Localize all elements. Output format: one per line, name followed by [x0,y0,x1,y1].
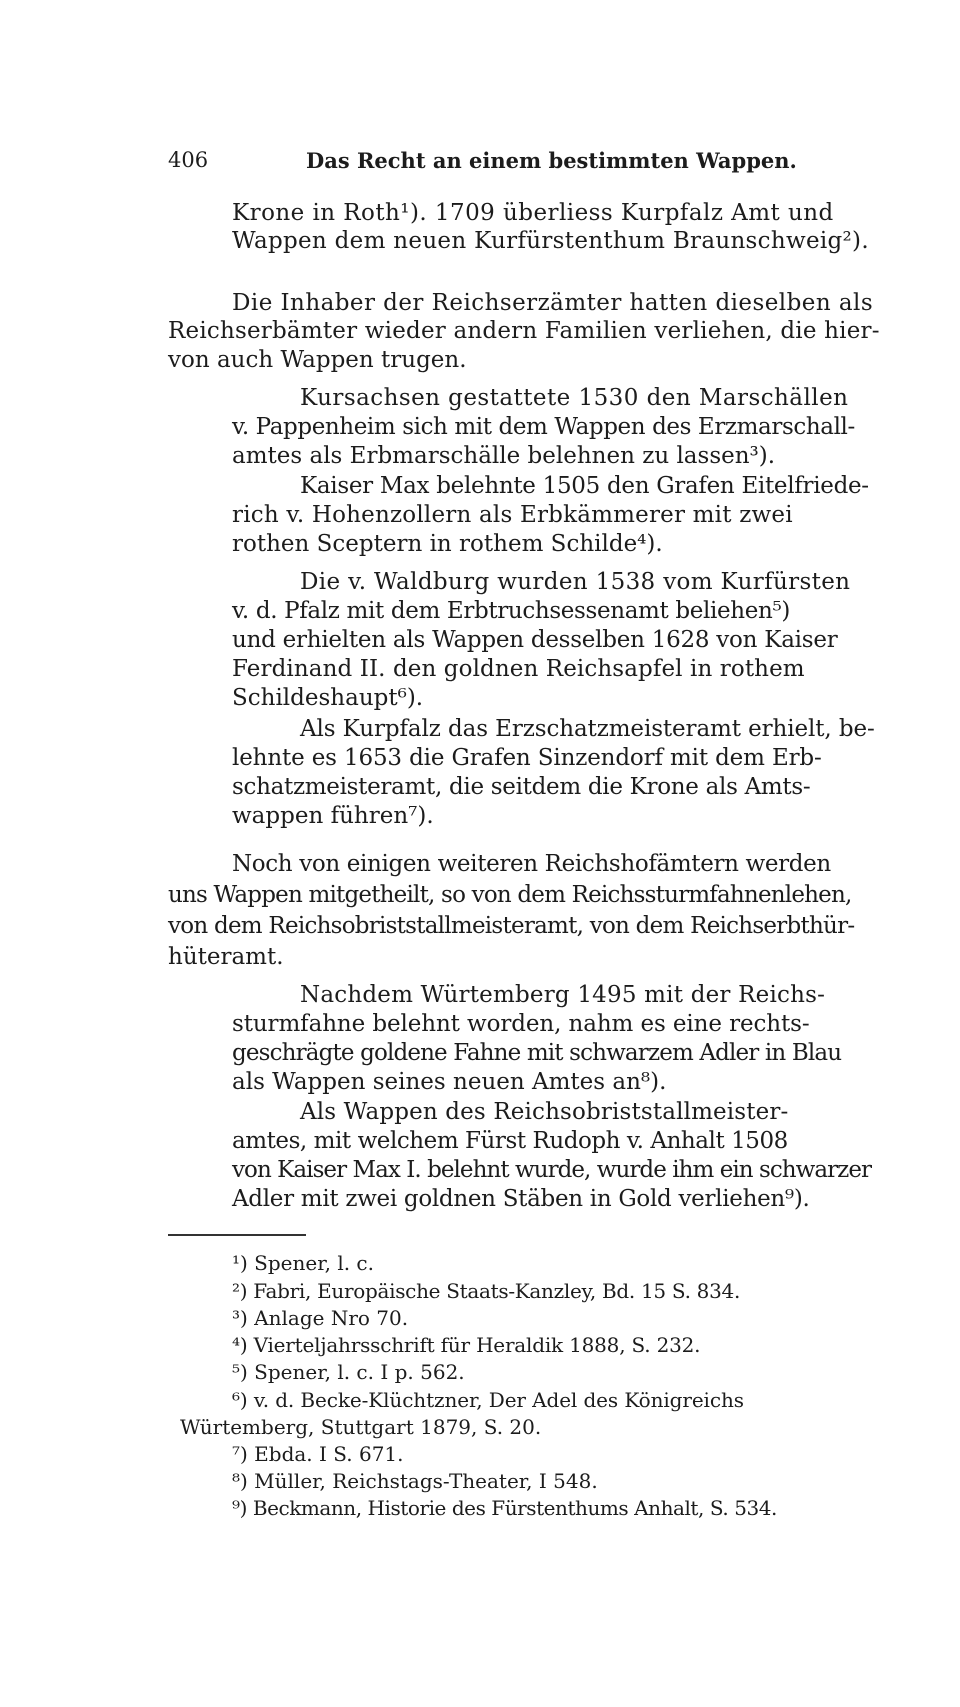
footnote: ⁴) Vierteljahrsschrift für Heraldik 1888, S. 232. [232,1333,701,1357]
footnote: ⁸) Müller, Reichstags-Theater, I 548. [232,1469,598,1493]
text-line: Adler mit zwei goldnen Stäben in Gold verliehen⁹). [232,1186,810,1212]
page-header [168,148,868,178]
text-line: Die Inhaber der Reichserzämter hatten dieselben als [232,290,874,316]
footnote: ³) Anlage Nro 70. [232,1306,409,1330]
text-line: lehnte es 1653 die Grafen Sinzendorf mit dem Erb- [232,745,822,771]
text-line: als Wappen seines neuen Amtes an⁸). [232,1069,667,1095]
text-line: rothen Sceptern in rothem Schilde⁴). [232,531,663,557]
text-line: von Kaiser Max I. belehnt wurde, wurde ihm ein schwarzer [232,1157,872,1183]
footnote: Würtemberg, Stuttgart 1879, S. 20. [180,1415,542,1439]
text-line: amtes, mit welchem Fürst Rudoph v. Anhalt 1508 [232,1128,788,1154]
text-line: von dem Reichsobriststallmeisteramt, von dem Reichserbthür- [168,913,855,939]
text-line: und erhielten als Wappen desselben 1628 von Kaiser [232,627,838,653]
text-line: Nachdem Würtemberg 1495 mit der Reichs- [300,982,826,1008]
text-line: amtes als Erbmarschälle belehnen zu lassen³). [232,443,776,469]
text-line: v. d. Pfalz mit dem Erbtruchsessenamt beliehen⁵) [232,598,790,624]
text-line: Krone in Roth¹). 1709 überliess Kurpfalz Amt und [232,200,834,226]
footnote-divider [168,1234,306,1236]
footnote: ⁷) Ebda. I S. 671. [232,1442,404,1466]
text-line: geschrägte goldene Fahne mit schwarzem Adler in Blau [232,1040,842,1066]
text-line: Reichserbämter wieder andern Familien verliehen, die hier- [168,318,880,344]
footnote: ⁶) v. d. Becke-Klüchtzner, Der Adel des Königreichs [232,1388,744,1412]
page-number: 406 [168,148,209,172]
text-line: sturmfahne belehnt worden, nahm es eine rechts- [232,1011,810,1037]
text-line: Schildeshaupt⁶). [232,685,424,711]
text-line: Wappen dem neuen Kurfürstenthum Braunschweig²). [232,228,869,254]
text-line: Als Wappen des Reichsobriststallmeister- [300,1099,789,1125]
text-line: schatzmeisteramt, die seitdem die Krone als Amts- [232,774,811,800]
footnote: ²) Fabri, Europäische Staats-Kanzley, Bd. 15 S. 834. [232,1279,741,1303]
text-line: hüteramt. [168,944,284,970]
footnote: ¹) Spener, l. c. [232,1251,374,1275]
text-line: Die v. Waldburg wurden 1538 vom Kurfürsten [300,569,851,595]
text-line: Kursachsen gestattete 1530 den Marschällen [300,385,849,411]
text-line: Ferdinand II. den goldnen Reichsapfel in rothem [232,656,805,682]
text-line: rich v. Hohenzollern als Erbkämmerer mit zwei [232,502,793,528]
text-line: Als Kurpfalz das Erzschatzmeisteramt erhielt, be- [300,716,875,742]
text-line: Noch von einigen weiteren Reichshofämtern werden [232,851,831,877]
footnote: ⁹) Beckmann, Historie des Fürstenthums Anhalt, S. 534. [232,1496,777,1520]
text-line: v. Pappenheim sich mit dem Wappen des Erzmarschall- [232,414,855,440]
text-line: von auch Wappen trugen. [168,347,467,373]
text-line: uns Wappen mitgetheilt, so von dem Reichssturmfahnenlehen, [168,882,852,908]
text-line: wappen führen⁷). [232,803,434,829]
text-line: Kaiser Max belehnte 1505 den Grafen Eitelfriede- [300,473,869,499]
footnote: ⁵) Spener, l. c. I p. 562. [232,1360,465,1384]
running-title: Das Recht an einem bestimmten Wappen. [306,148,797,173]
